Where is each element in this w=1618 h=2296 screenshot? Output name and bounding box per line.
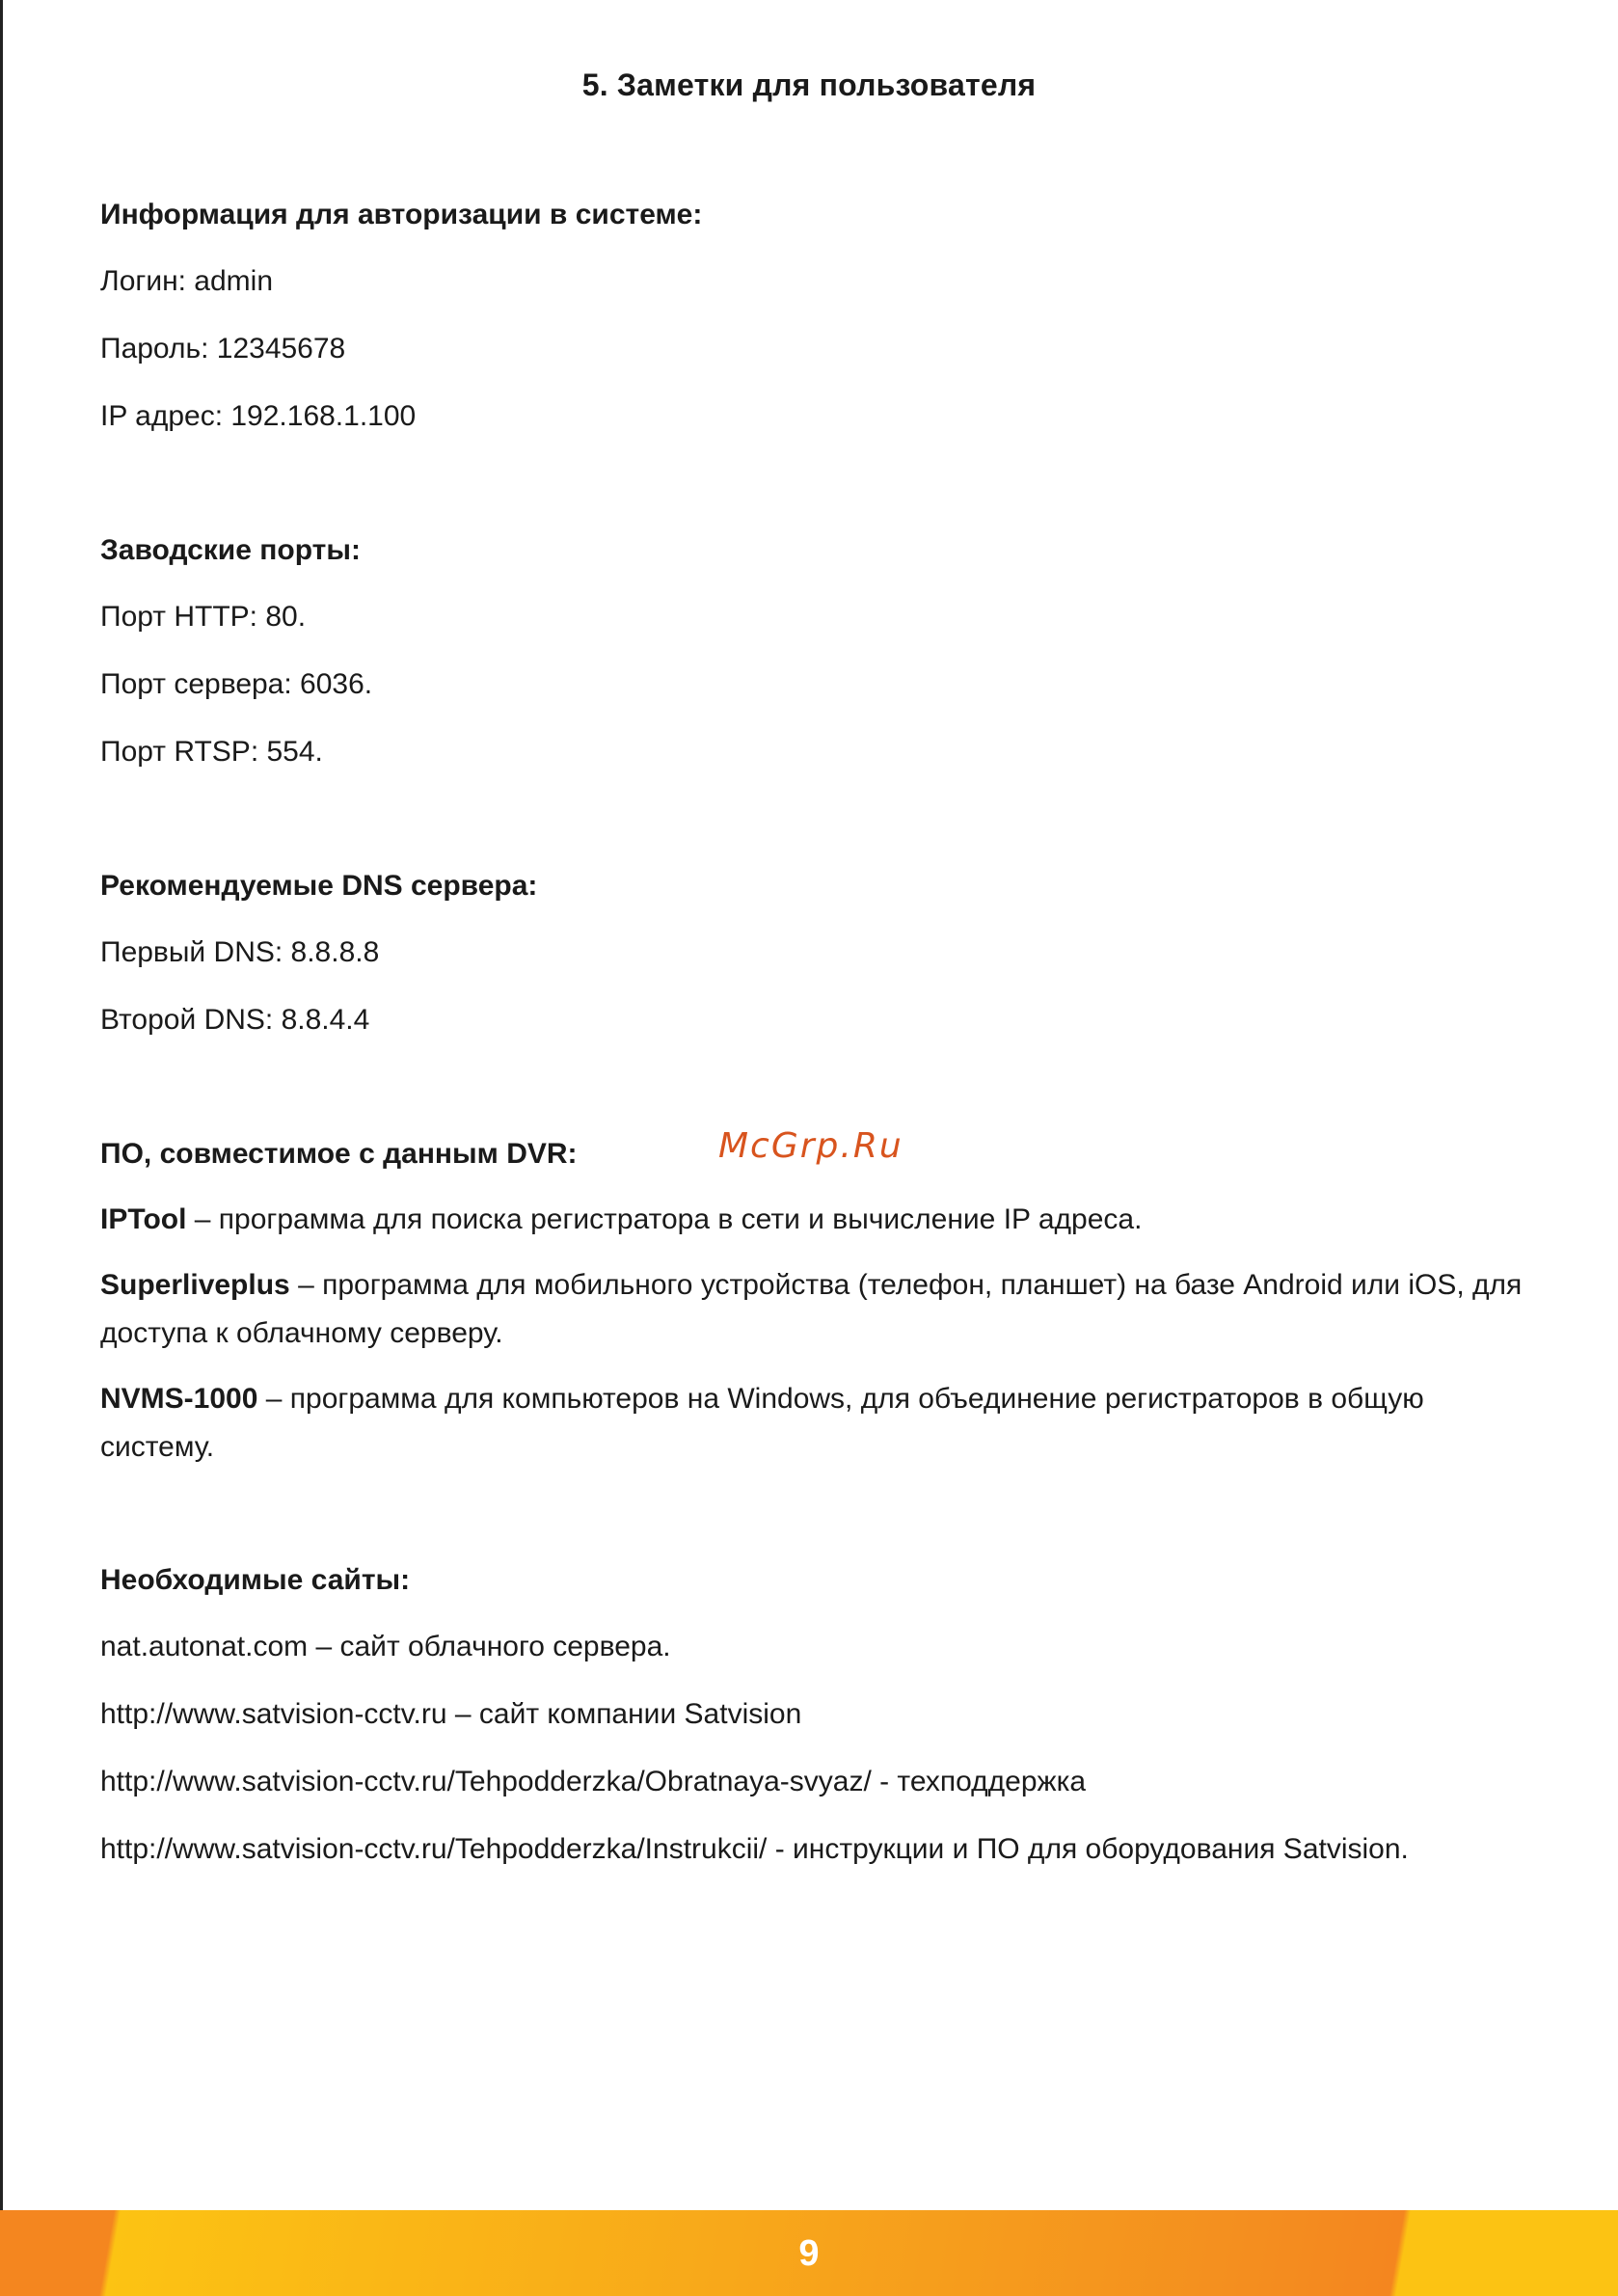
rtsp-port-line: Порт RTSP: 554. (100, 736, 323, 768)
software-description: – программа для поиска регистратора в сети и вычисление IP адреса. (186, 1203, 1143, 1235)
page-title: 5. Заметки для пользователя (581, 68, 1037, 102)
ports-section (100, 527, 1537, 777)
site-link-instructions[interactable]: http://www.satvision-cctv.ru/Tehpodderzka/Instrukcii/ - инструкции и ПО для оборудования Satvision. (100, 1833, 1409, 1865)
auth-section (100, 191, 1537, 442)
software-name: Superliveplus (100, 1269, 290, 1301)
ip-address-line: IP адрес: 192.168.1.100 (100, 400, 417, 432)
site-link-autonat[interactable]: nat.autonat.com – сайт облачного сервера. (100, 1631, 671, 1662)
notes-content (100, 191, 1537, 1959)
software-name: NVMS-1000 (100, 1383, 258, 1415)
site-link-satvision[interactable]: http://www.satvision-cctv.ru – сайт компании Satvision (100, 1698, 802, 1730)
login-line: Логин: admin (100, 265, 274, 297)
dns-section (100, 862, 1537, 1045)
software-item-nvms (100, 1375, 1537, 1472)
left-border-line (0, 0, 3, 2210)
software-description: – программа для компьютеров на Windows, для объединение регистраторов в общую систему. (100, 1383, 1424, 1463)
footer-bar (0, 2210, 1618, 2296)
sites-heading: Необходимые сайты: (100, 1564, 411, 1596)
ports-heading: Заводские порты: (100, 534, 361, 566)
http-port-line: Порт HTTP: 80. (100, 601, 307, 633)
software-section (100, 1130, 1537, 1472)
auth-heading: Информация для авторизации в системе: (100, 199, 703, 230)
software-description: – программа для мобильного устройства (телефон, планшет) на базе Android или iOS, для доступа к облачному серверу. (100, 1269, 1523, 1349)
password-line: Пароль: 12345678 (100, 333, 346, 365)
first-dns-line: Первый DNS: 8.8.8.8 (100, 936, 380, 968)
server-port-line: Порт сервера: 6036. (100, 668, 373, 700)
software-heading: ПО, совместимое с данным DVR: (100, 1138, 578, 1170)
software-item-iptool (100, 1196, 1537, 1244)
page-number: 9 (798, 2233, 820, 2274)
sites-section (100, 1556, 1537, 1875)
watermark: McGrp.Ru (718, 1126, 903, 1166)
software-name: IPTool (100, 1203, 187, 1235)
site-link-support[interactable]: http://www.satvision-cctv.ru/Tehpodderzka/Obratnaya-svyaz/ - техподдержка (100, 1766, 1087, 1797)
second-dns-line: Второй DNS: 8.8.4.4 (100, 1004, 370, 1036)
dns-heading: Рекомендуемые DNS сервера: (100, 870, 538, 902)
software-item-superliveplus (100, 1261, 1537, 1358)
